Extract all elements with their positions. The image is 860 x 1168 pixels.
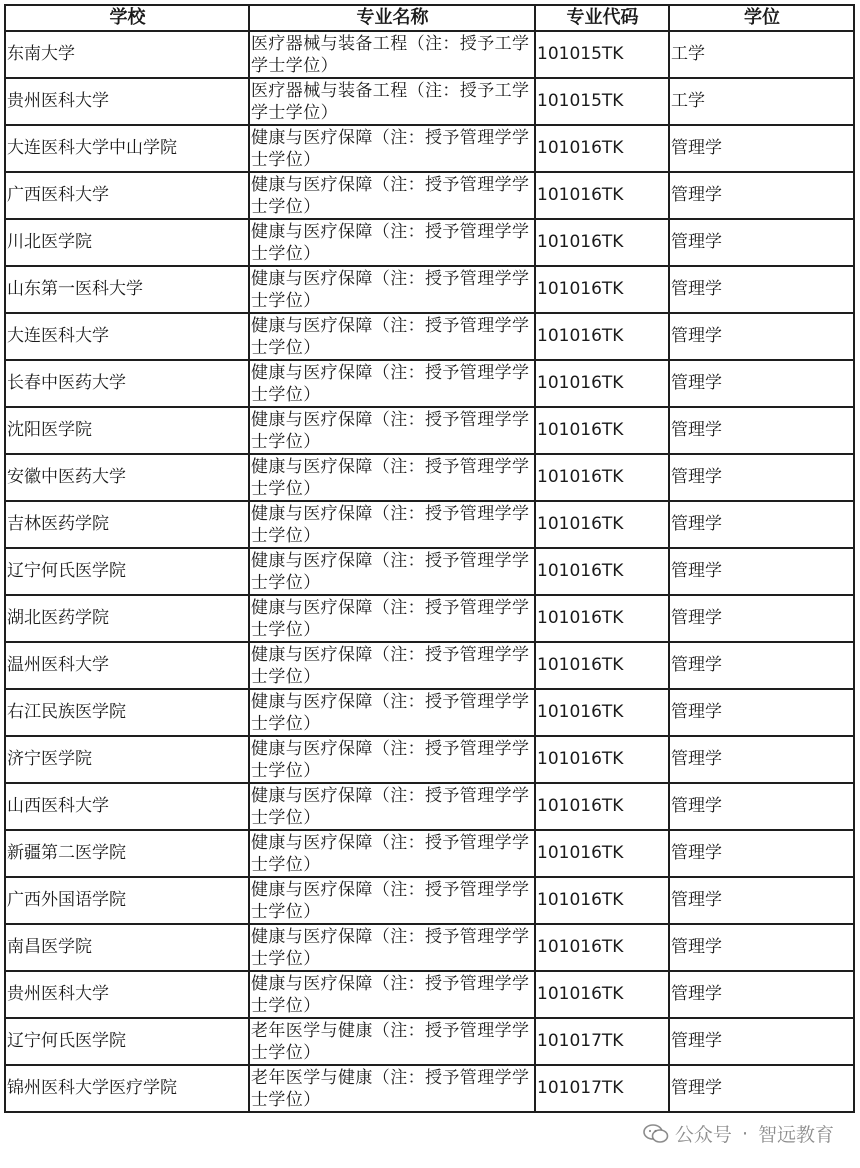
cell-school: 温州医科大学 [5,642,249,689]
cell-major: 老年医学与健康（注：授予管理学学士学位） [249,1018,535,1065]
cell-degree: 管理学 [669,1018,854,1065]
cell-school: 辽宁何氏医学院 [5,1018,249,1065]
table-row [5,689,854,736]
cell-school: 济宁医学院 [5,736,249,783]
cell-school: 贵州医科大学 [5,971,249,1018]
cell-code: 101016TK [535,125,669,172]
cell-degree: 管理学 [669,1065,854,1112]
table-row [5,266,854,313]
cell-degree: 管理学 [669,595,854,642]
cell-school: 右江民族医学院 [5,689,249,736]
cell-degree: 管理学 [669,830,854,877]
cell-code: 101016TK [535,783,669,830]
cell-code: 101016TK [535,454,669,501]
cell-major: 健康与医疗保障（注：授予管理学学士学位） [249,360,535,407]
cell-major: 健康与医疗保障（注：授予管理学学士学位） [249,924,535,971]
header-major: 专业名称 [249,5,535,31]
cell-degree: 管理学 [669,266,854,313]
cell-code: 101016TK [535,266,669,313]
cell-degree: 管理学 [669,360,854,407]
cell-school: 川北医学院 [5,219,249,266]
cell-code: 101016TK [535,360,669,407]
cell-major: 健康与医疗保障（注：授予管理学学士学位） [249,172,535,219]
cell-degree: 管理学 [669,313,854,360]
cell-code: 101016TK [535,877,669,924]
cell-degree: 管理学 [669,642,854,689]
degree-table [4,4,855,1113]
cell-degree: 管理学 [669,501,854,548]
cell-code: 101017TK [535,1018,669,1065]
wechat-icon [643,1124,669,1144]
cell-school: 锦州医科大学医疗学院 [5,1065,249,1112]
cell-school: 沈阳医学院 [5,407,249,454]
cell-degree: 管理学 [669,172,854,219]
cell-code: 101016TK [535,548,669,595]
table-row [5,219,854,266]
cell-school: 山西医科大学 [5,783,249,830]
cell-school: 安徽中医药大学 [5,454,249,501]
cell-major: 健康与医疗保障（注：授予管理学学士学位） [249,454,535,501]
cell-school: 新疆第二医学院 [5,830,249,877]
cell-code: 101016TK [535,971,669,1018]
cell-major: 健康与医疗保障（注：授予管理学学士学位） [249,219,535,266]
cell-code: 101016TK [535,219,669,266]
cell-degree: 管理学 [669,454,854,501]
table-row [5,548,854,595]
cell-degree: 管理学 [669,783,854,830]
cell-major: 健康与医疗保障（注：授予管理学学士学位） [249,689,535,736]
cell-degree: 管理学 [669,877,854,924]
cell-major: 健康与医疗保障（注：授予管理学学士学位） [249,642,535,689]
cell-school: 大连医科大学中山学院 [5,125,249,172]
cell-major: 健康与医疗保障（注：授予管理学学士学位） [249,548,535,595]
cell-school: 广西外国语学院 [5,877,249,924]
header-school: 学校 [5,5,249,31]
cell-code: 101015TK [535,78,669,125]
table-row [5,877,854,924]
cell-code: 101015TK [535,31,669,78]
cell-degree: 管理学 [669,924,854,971]
table-row [5,1018,854,1065]
cell-major: 健康与医疗保障（注：授予管理学学士学位） [249,125,535,172]
cell-degree: 管理学 [669,971,854,1018]
cell-major: 健康与医疗保障（注：授予管理学学士学位） [249,407,535,454]
cell-school: 湖北医药学院 [5,595,249,642]
table-row [5,501,854,548]
header-code: 专业代码 [535,5,669,31]
table-row [5,924,854,971]
header-degree: 学位 [669,5,854,31]
table-row [5,971,854,1018]
table-row [5,1065,854,1112]
table-row [5,595,854,642]
cell-school: 山东第一医科大学 [5,266,249,313]
cell-code: 101016TK [535,172,669,219]
cell-school: 广西医科大学 [5,172,249,219]
cell-code: 101017TK [535,1065,669,1112]
cell-code: 101016TK [535,689,669,736]
table-row [5,454,854,501]
table-row [5,172,854,219]
cell-major: 健康与医疗保障（注：授予管理学学士学位） [249,313,535,360]
cell-major: 健康与医疗保障（注：授予管理学学士学位） [249,736,535,783]
cell-major: 健康与医疗保障（注：授予管理学学士学位） [249,595,535,642]
table-row [5,830,854,877]
cell-code: 101016TK [535,642,669,689]
table-row [5,31,854,78]
table-body [5,31,854,1112]
cell-degree: 管理学 [669,548,854,595]
table-row [5,642,854,689]
cell-degree: 工学 [669,31,854,78]
cell-major: 医疗器械与装备工程（注：授予工学学士学位） [249,31,535,78]
cell-school: 辽宁何氏医学院 [5,548,249,595]
table-header-row [5,5,854,31]
table-row [5,125,854,172]
cell-code: 101016TK [535,313,669,360]
cell-school: 吉林医药学院 [5,501,249,548]
table-row [5,783,854,830]
table-row [5,407,854,454]
cell-major: 健康与医疗保障（注：授予管理学学士学位） [249,971,535,1018]
cell-school: 长春中医药大学 [5,360,249,407]
cell-major: 健康与医疗保障（注：授予管理学学士学位） [249,783,535,830]
watermark-account-name: 智远教育 [757,1124,834,1146]
cell-major: 老年医学与健康（注：授予管理学学士学位） [249,1065,535,1112]
cell-degree: 管理学 [669,736,854,783]
cell-major: 健康与医疗保障（注：授予管理学学士学位） [249,501,535,548]
cell-major: 健康与医疗保障（注：授予管理学学士学位） [249,877,535,924]
cell-degree: 管理学 [669,219,854,266]
cell-code: 101016TK [535,501,669,548]
cell-major: 健康与医疗保障（注：授予管理学学士学位） [249,266,535,313]
cell-degree: 管理学 [669,689,854,736]
cell-school: 东南大学 [5,31,249,78]
cell-code: 101016TK [535,736,669,783]
cell-code: 101016TK [535,924,669,971]
table-row [5,78,854,125]
table-row [5,736,854,783]
cell-degree: 管理学 [669,407,854,454]
watermark-separator: · [741,1122,748,1145]
watermark [643,1120,834,1147]
cell-code: 101016TK [535,407,669,454]
cell-school: 贵州医科大学 [5,78,249,125]
cell-school: 南昌医学院 [5,924,249,971]
watermark-account-label: 公众号 [674,1124,732,1146]
cell-school: 大连医科大学 [5,313,249,360]
cell-major: 医疗器械与装备工程（注：授予工学学士学位） [249,78,535,125]
cell-major: 健康与医疗保障（注：授予管理学学士学位） [249,830,535,877]
cell-code: 101016TK [535,595,669,642]
cell-code: 101016TK [535,830,669,877]
cell-degree: 管理学 [669,125,854,172]
cell-degree: 工学 [669,78,854,125]
table-row [5,360,854,407]
table-row [5,313,854,360]
